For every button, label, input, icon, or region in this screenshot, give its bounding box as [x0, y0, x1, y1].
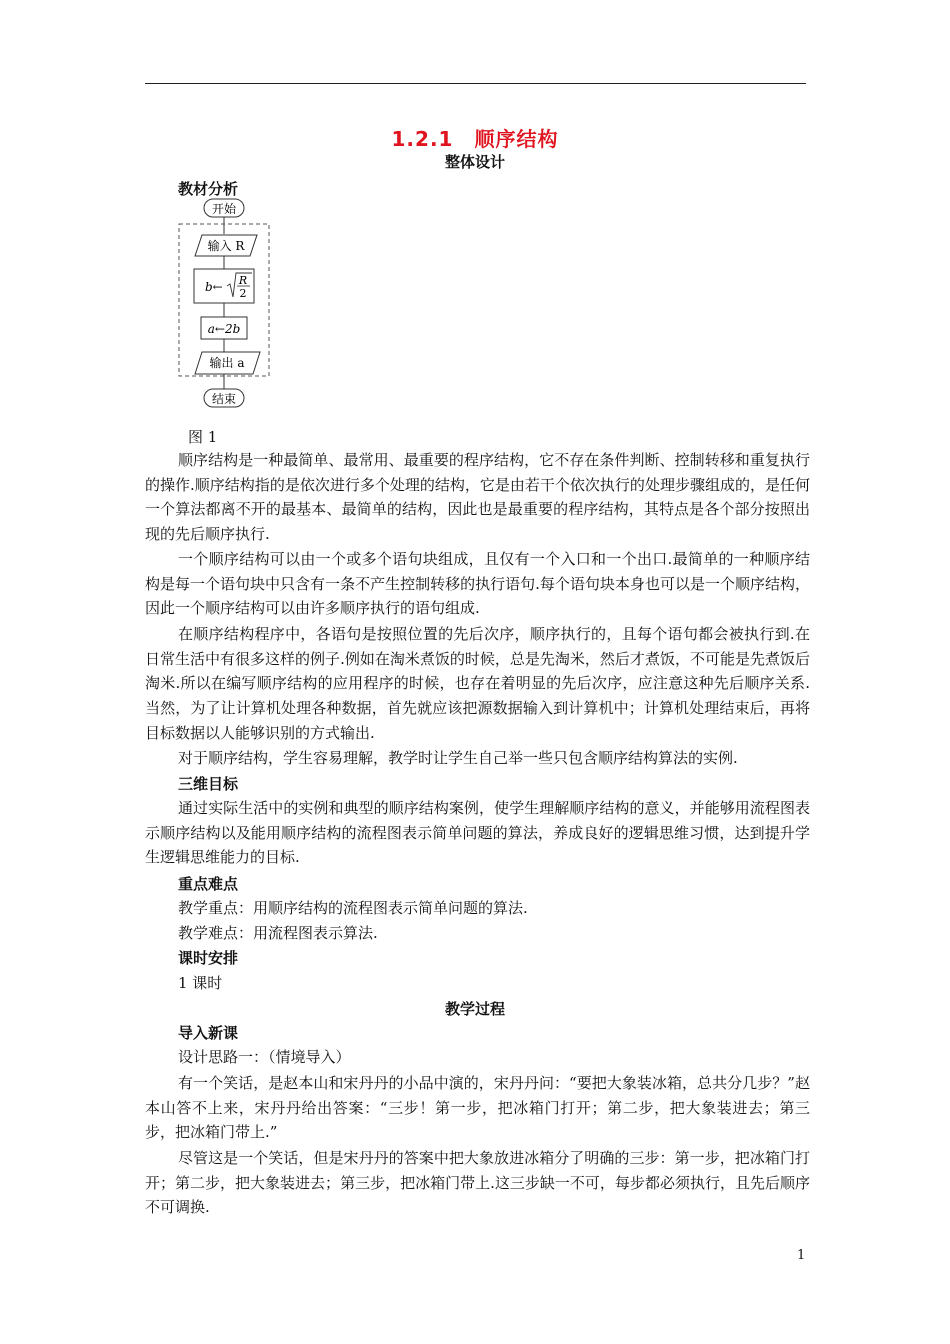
figure-caption: 图 1: [188, 428, 218, 446]
section-intro: 导入新课: [178, 1024, 239, 1042]
paragraph-5: 通过实际生活中的实例和典型的顺序结构案例，使学生理解顺序结构的意义，并能够用流程图表示顺序结构以及能用顺序结构的流程图表示简单问题的算法，养成良好的逻辑思维习惯，达到提升学生逻辑思维能力的目标.: [145, 799, 810, 867]
section-keypoints: 重点难点: [178, 875, 239, 893]
paragraph-3: 在顺序结构程序中，各语句是按照位置的先后次序，顺序执行的，且每个语句都会被执行到.在日常生活中有很多这样的例子.例如在淘米煮饭的时候，总是先淘米，然后才煮饭，不可能是先煮饭后淘米.所以在编写顺序结构的应用程序的时候，也存在着明显的先后次序，应注意这种先后顺序关系.当然，为了让计算机处理各种数据，首先就应该把源数据输入到计算机中；计算机处理结束后，再将目标数据以人能够识别的方式输出.: [145, 625, 810, 742]
section-schedule: 课时安排: [178, 949, 239, 967]
header-rule: [145, 83, 806, 84]
subtitle: 整体设计: [444, 153, 505, 171]
input-label: 输入 R: [207, 239, 245, 253]
paragraph-1: 顺序结构是一种最简单、最常用、最重要的程序结构，它不存在条件判断、控制转移和重复执行的操作.顺序结构指的是依次进行多个处理的结构，它是由若干个依次执行的处理步骤组成的，是任何一个算法都离不开的最基本、最简单的结构，因此也是最重要的程序结构，其特点是各个部分按照出现的先后顺序执行.: [145, 451, 810, 544]
key-point-2: 教学难点：用流程图表示算法.: [178, 924, 378, 942]
page-title: 1.2.1 顺序结构: [391, 127, 559, 151]
process-b-numerator: R: [238, 274, 248, 287]
start-label: 开始: [211, 202, 237, 216]
page-number: 1: [797, 1248, 806, 1263]
design-idea-1: 设计思路一：（情境导入）: [178, 1048, 351, 1066]
paragraph-6: 有一个笑话，是赵本山和宋丹丹的小品中演的，宋丹丹问：“要把大象装冰箱，总共分几步？”赵本山答不上来，宋丹丹给出答案：“三步！第一步，把冰箱门打开；第二步，把大象装进去；第三步，把冰箱门带上.”: [145, 1074, 810, 1142]
paragraph-4: 对于顺序结构，学生容易理解，教学时让学生自己举一些只包含顺序结构算法的实例.: [178, 749, 738, 767]
key-point-1: 教学重点：用顺序结构的流程图表示简单问题的算法.: [178, 899, 528, 917]
process-a-label: a←2b: [207, 322, 241, 336]
lesson-hours: 1 课时: [178, 974, 223, 992]
sequence-flowchart: [174, 196, 274, 414]
paragraph-2: 一个顺序结构可以由一个或多个语句块组成，且仅有一个入口和一个出口.最简单的一种顺序结构是每一个语句块中只含有一条不产生控制转移的执行语句.每个语句块本身也可以是一个顺序结构，因此一个顺序结构可以由许多顺序执行的语句组成.: [145, 550, 810, 618]
section-process: 教学过程: [444, 1000, 505, 1018]
section-material-analysis: 教材分析: [178, 180, 239, 198]
end-label: 结束: [211, 392, 237, 406]
section-goals: 三维目标: [178, 775, 239, 793]
paragraph-7: 尽管这是一个笑话，但是宋丹丹的答案中把大象放进冰箱分了明确的三步：第一步，把冰箱门打开；第二步，把大象装进去；第三步，把冰箱门带上.这三步缺一不可，每步都必须执行，且先后顺序不可调换.: [145, 1149, 810, 1217]
process-b-denominator: 2: [239, 287, 247, 300]
output-label: 输出 a: [209, 356, 245, 370]
process-b-lhs: b←: [205, 280, 223, 294]
